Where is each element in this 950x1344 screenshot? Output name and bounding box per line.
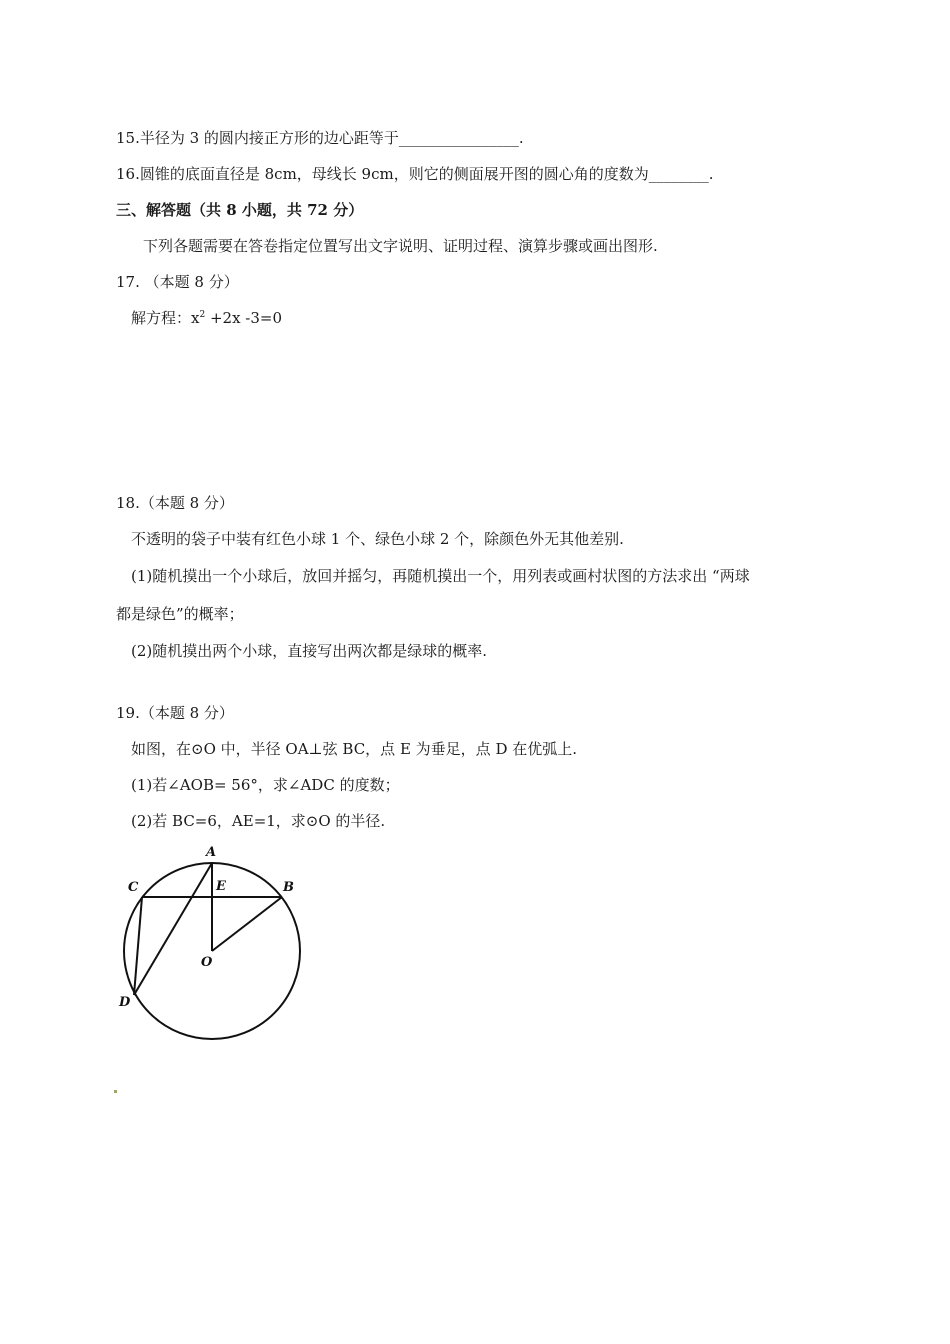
question-19-header: 19.（本题 8 分） bbox=[116, 704, 234, 722]
question-18-header: 18.（本题 8 分） bbox=[116, 494, 234, 512]
label-d: D bbox=[119, 995, 131, 1010]
label-c: C bbox=[128, 880, 139, 895]
equation-exponent: 2 bbox=[199, 310, 206, 320]
question-19-line-1: 如图，在⊙O 中，半径 OA⊥弦 BC，点 E 为垂足，点 D 在优弧上. bbox=[131, 740, 578, 758]
question-16: 16.圆锥的底面直径是 8cm，母线长 9cm，则它的侧面展开图的圆心角的度数为________. bbox=[116, 165, 714, 183]
question-15: 15.半径为 3 的圆内接正方形的边心距等于________________. bbox=[116, 129, 524, 147]
segment-ad bbox=[134, 863, 212, 995]
label-a: A bbox=[206, 845, 217, 860]
question-19-line-3: (2)若 BC=6，AE=1，求⊙O 的半径. bbox=[131, 812, 386, 830]
circle-figure bbox=[108, 838, 318, 1048]
label-b: B bbox=[283, 880, 294, 895]
label-o: O bbox=[201, 955, 213, 970]
segment-cd bbox=[134, 897, 142, 995]
equation-suffix: +2x -3=0 bbox=[205, 309, 283, 327]
stray-dot bbox=[114, 1090, 117, 1093]
question-18-line-4: (2)随机摸出两个小球，直接写出两次都是绿球的概率. bbox=[131, 642, 488, 660]
question-17-equation bbox=[131, 308, 282, 328]
equation-prefix: 解方程：x bbox=[131, 309, 200, 327]
section-3-title: 三、解答题（共 8 小题，共 72 分） bbox=[116, 201, 364, 219]
question-18-line-2: (1)随机摸出一个小球后，放回并摇匀，再随机摸出一个，用列表或画村状图的方法求出 “两球 bbox=[131, 567, 750, 585]
question-18-line-3: 都是绿色”的概率； bbox=[116, 605, 244, 623]
segment-ob bbox=[212, 897, 282, 951]
question-19-line-2: (1)若∠AOB= 56°，求∠ADC 的度数； bbox=[131, 776, 400, 794]
question-17-header: 17. （本题 8 分） bbox=[116, 273, 239, 291]
question-18-line-1: 不透明的袋子中装有红色小球 1 个、绿色小球 2 个，除颜色外无其他差别. bbox=[131, 530, 624, 548]
section-3-instruction: 下列各题需要在答卷指定位置写出文字说明、证明过程、演算步骤或画出图形. bbox=[143, 237, 658, 255]
label-e: E bbox=[216, 879, 226, 894]
